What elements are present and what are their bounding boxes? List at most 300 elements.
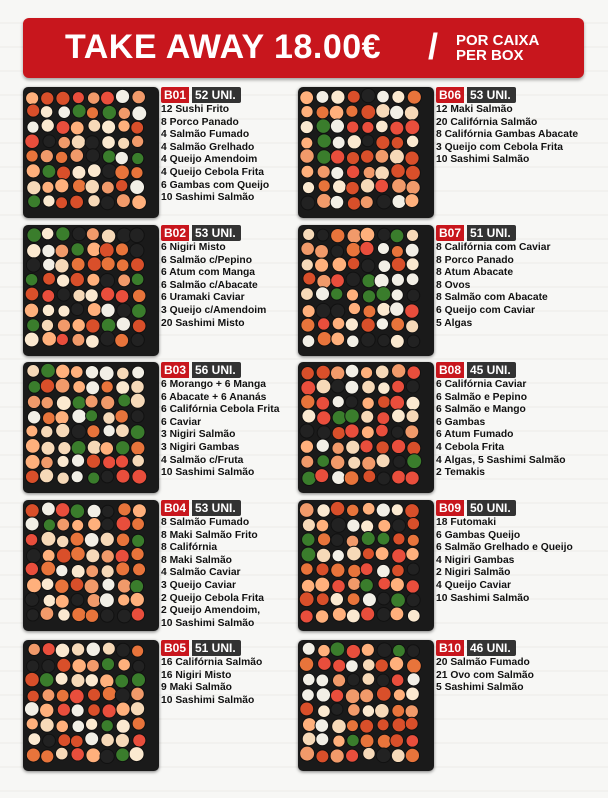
sushi-piece bbox=[116, 194, 130, 208]
sushi-piece bbox=[132, 319, 146, 333]
sushi-piece bbox=[392, 380, 405, 393]
box-header bbox=[436, 640, 576, 656]
sushi-piece bbox=[375, 179, 389, 193]
sushi-piece bbox=[361, 105, 376, 120]
sushi-piece bbox=[87, 92, 99, 104]
sushi-piece bbox=[346, 609, 360, 623]
sushi-piece bbox=[317, 150, 332, 165]
sushi-piece bbox=[391, 164, 406, 179]
sushi-piece bbox=[302, 471, 316, 485]
sushi-piece bbox=[390, 334, 404, 348]
sushi-piece bbox=[391, 245, 403, 257]
sushi-piece bbox=[375, 365, 389, 379]
sushi-tray-image bbox=[298, 225, 434, 356]
sushi-piece bbox=[100, 749, 114, 763]
sushi-piece bbox=[118, 107, 130, 119]
sushi-piece bbox=[300, 610, 313, 623]
sushi-piece bbox=[41, 363, 56, 378]
sushi-tray-image bbox=[298, 640, 434, 771]
sushi-piece bbox=[391, 593, 406, 608]
box-item: 8 Salmão Fumado bbox=[161, 517, 250, 528]
sushi-piece bbox=[392, 704, 405, 717]
box-item: 6 Califórnia Cebola Frita bbox=[161, 404, 280, 416]
sushi-piece bbox=[406, 229, 418, 241]
box-units-badge: 45 UNI. bbox=[467, 362, 516, 378]
box-item: 5 Algas bbox=[436, 317, 473, 329]
sushi-piece bbox=[84, 579, 99, 594]
sushi-piece bbox=[331, 563, 345, 577]
box-item: 8 Salmão com Abacate bbox=[436, 292, 548, 304]
sushi-piece bbox=[316, 303, 331, 318]
box-code-badge: B08 bbox=[436, 362, 464, 378]
sushi-piece bbox=[302, 642, 315, 655]
box-item: 12 Maki Salmão bbox=[436, 104, 513, 115]
sushi-piece bbox=[55, 643, 70, 658]
sushi-piece bbox=[72, 409, 86, 423]
sushi-piece bbox=[347, 504, 359, 516]
sushi-piece bbox=[86, 228, 99, 241]
sushi-piece bbox=[405, 504, 420, 519]
sushi-piece bbox=[302, 689, 315, 702]
sushi-piece bbox=[331, 167, 344, 180]
sushi-piece bbox=[315, 258, 329, 272]
box-item-list bbox=[436, 242, 576, 330]
box-units-badge: 50 UNI. bbox=[467, 500, 516, 516]
sushi-piece bbox=[132, 455, 144, 467]
sushi-piece bbox=[71, 135, 85, 149]
sushi-piece bbox=[100, 273, 115, 288]
sushi-piece bbox=[130, 702, 144, 716]
box-item: 20 Sashimi Misto bbox=[161, 317, 245, 329]
sushi-piece bbox=[360, 241, 374, 255]
sushi-piece bbox=[360, 563, 373, 576]
box-item: 2 Queijo Amendoim, bbox=[161, 605, 261, 617]
sushi-piece bbox=[301, 318, 315, 332]
sushi-piece bbox=[41, 531, 56, 546]
sushi-piece bbox=[56, 197, 68, 209]
sushi-piece bbox=[392, 409, 406, 423]
box-item: 16 Nigiri Misto bbox=[161, 669, 232, 681]
sushi-piece bbox=[362, 380, 376, 394]
sushi-piece bbox=[376, 503, 390, 517]
sushi-piece bbox=[300, 91, 314, 105]
sushi-piece bbox=[132, 90, 146, 104]
sushi-piece bbox=[42, 181, 54, 193]
sushi-piece bbox=[407, 659, 422, 674]
sushi-piece bbox=[299, 657, 313, 671]
sushi-piece bbox=[317, 533, 330, 546]
sushi-piece bbox=[57, 658, 71, 672]
sushi-piece bbox=[56, 120, 70, 134]
sushi-piece bbox=[88, 688, 101, 701]
sushi-piece bbox=[391, 364, 405, 378]
sushi-piece bbox=[331, 703, 343, 715]
sushi-piece bbox=[118, 394, 131, 407]
box-item: 3 Nigiri Gambas bbox=[161, 441, 240, 453]
sushi-piece bbox=[116, 381, 130, 395]
sushi-piece bbox=[87, 504, 101, 518]
sushi-piece bbox=[132, 289, 145, 302]
sushi-piece bbox=[376, 454, 390, 468]
sushi-piece bbox=[86, 549, 100, 563]
sushi-piece bbox=[329, 105, 344, 120]
sushi-piece bbox=[360, 689, 374, 703]
sushi-piece bbox=[103, 150, 116, 163]
sushi-piece bbox=[56, 333, 68, 345]
sushi-piece bbox=[130, 592, 144, 606]
sushi-piece bbox=[132, 645, 144, 657]
sushi-piece bbox=[116, 424, 130, 438]
sushi-piece bbox=[26, 92, 39, 105]
sushi-piece bbox=[377, 719, 389, 731]
sushi-piece bbox=[70, 532, 84, 546]
sushi-piece bbox=[26, 150, 38, 162]
sushi-piece bbox=[330, 501, 344, 515]
box-item-list bbox=[161, 242, 301, 330]
price-banner bbox=[23, 18, 584, 78]
sushi-piece bbox=[131, 441, 145, 455]
sushi-piece bbox=[392, 195, 406, 209]
box-item-list bbox=[436, 104, 579, 167]
sushi-piece bbox=[390, 105, 404, 119]
sushi-piece bbox=[315, 469, 329, 483]
sushi-piece bbox=[101, 91, 115, 105]
sushi-piece bbox=[55, 594, 69, 608]
sushi-piece bbox=[25, 134, 40, 149]
sushi-piece bbox=[407, 90, 421, 104]
sushi-piece bbox=[345, 424, 359, 438]
box-item: 4 Queijo Caviar bbox=[436, 579, 511, 591]
sushi-piece bbox=[102, 704, 116, 718]
sushi-piece bbox=[41, 561, 56, 576]
sushi-piece bbox=[86, 565, 99, 578]
sushi-piece bbox=[87, 302, 101, 316]
sushi-piece bbox=[376, 424, 389, 437]
sushi-piece bbox=[27, 319, 40, 332]
sushi-piece bbox=[406, 180, 420, 194]
sushi-piece bbox=[85, 732, 99, 746]
sushi-piece bbox=[300, 440, 313, 453]
sushi-piece bbox=[25, 562, 38, 575]
sushi-piece bbox=[71, 440, 86, 455]
box-item-list bbox=[161, 657, 301, 707]
sushi-piece bbox=[101, 303, 115, 317]
sushi-piece bbox=[406, 410, 419, 423]
sushi-piece bbox=[70, 272, 84, 286]
menu-box-b02 bbox=[161, 225, 301, 330]
sushi-piece bbox=[317, 332, 331, 346]
sushi-piece bbox=[376, 441, 389, 454]
sushi-piece bbox=[42, 660, 55, 673]
sushi-piece bbox=[318, 705, 331, 718]
sushi-piece bbox=[118, 503, 131, 516]
sushi-piece bbox=[317, 426, 331, 440]
sushi-piece bbox=[346, 165, 359, 178]
menu-box-b06 bbox=[436, 87, 579, 167]
sushi-piece bbox=[405, 120, 420, 135]
box-item: 8 Califórnia Gambas Abacate bbox=[436, 129, 579, 141]
sushi-piece bbox=[302, 732, 316, 746]
sushi-piece bbox=[360, 150, 373, 163]
sushi-piece bbox=[131, 258, 145, 272]
sushi-piece bbox=[118, 120, 130, 132]
sushi-piece bbox=[115, 549, 129, 563]
sushi-piece bbox=[115, 290, 129, 304]
sushi-piece bbox=[43, 195, 55, 207]
box-item: 4 Queijo Amendoim bbox=[161, 154, 258, 166]
sushi-piece bbox=[346, 660, 359, 673]
sushi-piece bbox=[25, 287, 39, 301]
box-item: 8 Porco Panado bbox=[161, 116, 239, 128]
sushi-piece bbox=[42, 689, 55, 702]
sushi-piece bbox=[393, 644, 406, 657]
box-header bbox=[436, 87, 576, 103]
sushi-piece bbox=[87, 257, 101, 271]
sushi-piece bbox=[333, 180, 347, 194]
sushi-piece bbox=[56, 91, 70, 105]
box-item: 6 Salmão Grelhado e Queijo bbox=[436, 542, 573, 554]
sushi-piece bbox=[43, 258, 56, 271]
sushi-piece bbox=[101, 733, 115, 747]
sushi-piece bbox=[116, 317, 130, 331]
sushi-piece bbox=[131, 608, 144, 621]
sushi-piece bbox=[131, 687, 145, 701]
sushi-piece bbox=[406, 735, 419, 748]
sushi-piece bbox=[71, 704, 84, 717]
sushi-piece bbox=[40, 106, 53, 119]
sushi-piece bbox=[391, 749, 405, 763]
sushi-piece bbox=[85, 718, 97, 730]
sushi-piece bbox=[70, 578, 84, 592]
sushi-piece bbox=[57, 166, 71, 180]
box-item: 6 Atum Fumado bbox=[436, 429, 514, 441]
sushi-piece bbox=[346, 152, 359, 165]
sushi-piece bbox=[27, 121, 39, 133]
sushi-piece bbox=[56, 364, 70, 378]
box-code-badge: B05 bbox=[161, 640, 189, 656]
sushi-piece bbox=[41, 750, 54, 763]
box-code-badge: B03 bbox=[161, 362, 189, 378]
sushi-piece bbox=[391, 137, 403, 149]
sushi-piece bbox=[347, 593, 360, 606]
sushi-piece bbox=[72, 92, 84, 104]
menu-box-b10 bbox=[436, 640, 576, 695]
sushi-piece bbox=[28, 380, 41, 393]
sushi-piece bbox=[407, 563, 419, 575]
sushi-piece bbox=[42, 164, 56, 178]
sushi-piece bbox=[25, 534, 37, 546]
sushi-piece bbox=[375, 547, 389, 561]
sushi-piece bbox=[72, 607, 86, 621]
box-item: 6 Uramaki Caviar bbox=[161, 292, 245, 304]
sushi-piece bbox=[392, 90, 405, 103]
sushi-piece bbox=[116, 441, 130, 455]
sushi-piece bbox=[100, 442, 114, 456]
sushi-piece bbox=[73, 289, 86, 302]
sushi-piece bbox=[101, 518, 114, 531]
sushi-piece bbox=[301, 547, 316, 562]
box-item: 6 Queijo com Caviar bbox=[436, 304, 536, 316]
box-units-badge: 51 UNI. bbox=[192, 640, 241, 656]
sushi-piece bbox=[316, 379, 331, 394]
sushi-piece bbox=[102, 120, 116, 134]
box-code-badge: B07 bbox=[436, 225, 464, 241]
sushi-piece bbox=[42, 290, 55, 303]
sushi-piece bbox=[389, 657, 403, 671]
sushi-piece bbox=[40, 379, 54, 393]
box-item: 10 Sashimi Salmão bbox=[436, 154, 530, 166]
sushi-piece bbox=[301, 196, 315, 210]
sushi-piece bbox=[131, 410, 144, 423]
sushi-piece bbox=[333, 659, 346, 672]
sushi-piece bbox=[103, 412, 115, 424]
sushi-piece bbox=[301, 105, 313, 117]
sushi-piece bbox=[41, 119, 54, 132]
box-item: 6 Caviar bbox=[161, 416, 202, 428]
sushi-piece bbox=[405, 165, 420, 180]
sushi-piece bbox=[378, 396, 391, 409]
sushi-piece bbox=[378, 519, 391, 532]
box-item: 6 Abacate + 6 Ananás bbox=[161, 391, 267, 403]
sushi-piece bbox=[42, 244, 55, 257]
sushi-piece bbox=[362, 673, 375, 686]
sushi-piece bbox=[362, 121, 374, 133]
box-item: 6 Salmão e Pepino bbox=[436, 391, 527, 403]
sushi-piece bbox=[377, 412, 390, 425]
box-item: 12 Sushi Frito bbox=[161, 104, 230, 115]
sushi-piece bbox=[377, 90, 390, 103]
sushi-piece bbox=[345, 689, 360, 704]
sushi-piece bbox=[377, 643, 392, 658]
sushi-piece bbox=[347, 519, 360, 532]
sushi-tray-image bbox=[298, 362, 434, 493]
sushi-piece bbox=[300, 746, 315, 761]
sushi-piece bbox=[85, 136, 99, 150]
sushi-piece bbox=[25, 672, 39, 686]
sushi-piece bbox=[40, 149, 53, 162]
sushi-piece bbox=[133, 734, 146, 747]
sushi-piece bbox=[101, 257, 115, 271]
sushi-piece bbox=[407, 534, 419, 546]
sushi-piece bbox=[331, 379, 345, 393]
sushi-piece bbox=[360, 227, 375, 242]
sushi-piece bbox=[362, 290, 375, 303]
sushi-piece bbox=[70, 149, 84, 163]
sushi-piece bbox=[330, 119, 344, 133]
box-item: 4 Salmão c/Fruta bbox=[161, 454, 244, 466]
sushi-piece bbox=[346, 272, 360, 286]
sushi-piece bbox=[316, 91, 329, 104]
sushi-piece bbox=[303, 228, 315, 240]
sushi-piece bbox=[132, 469, 147, 484]
sushi-piece bbox=[363, 470, 376, 483]
sushi-tray-image bbox=[23, 87, 159, 218]
sushi-piece bbox=[102, 505, 114, 517]
sushi-piece bbox=[316, 750, 329, 763]
sushi-piece bbox=[376, 120, 389, 133]
sushi-piece bbox=[376, 287, 391, 302]
sushi-piece bbox=[315, 245, 329, 259]
sushi-piece bbox=[407, 517, 419, 529]
box-item-list bbox=[436, 379, 576, 480]
sushi-piece bbox=[115, 688, 130, 703]
sushi-piece bbox=[331, 90, 345, 104]
sushi-piece bbox=[302, 409, 316, 423]
box-item: 3 Queijo c/Amendoim bbox=[161, 304, 267, 316]
sushi-piece bbox=[116, 179, 128, 191]
sushi-piece bbox=[26, 718, 38, 730]
box-units-badge: 53 UNI. bbox=[192, 500, 241, 516]
sushi-piece bbox=[345, 396, 357, 408]
sushi-piece bbox=[331, 304, 345, 318]
sushi-piece bbox=[361, 410, 374, 423]
sushi-piece bbox=[390, 395, 405, 410]
sushi-piece bbox=[72, 179, 86, 193]
sushi-piece bbox=[131, 135, 143, 147]
sushi-piece bbox=[131, 380, 144, 393]
box-item: 20 Califórnia Salmão bbox=[436, 116, 538, 128]
box-item: 8 Atum Abacate bbox=[436, 267, 514, 279]
sushi-piece bbox=[102, 136, 116, 150]
sushi-piece bbox=[55, 747, 68, 760]
sushi-piece bbox=[318, 657, 332, 671]
sushi-piece bbox=[390, 578, 404, 592]
sushi-tray-image bbox=[23, 500, 159, 631]
sushi-piece bbox=[84, 533, 99, 548]
sushi-piece bbox=[361, 333, 375, 347]
sushi-piece bbox=[404, 106, 419, 121]
sushi-piece bbox=[407, 441, 421, 455]
sushi-piece bbox=[345, 318, 358, 331]
sushi-piece bbox=[71, 546, 86, 561]
sushi-piece bbox=[87, 425, 100, 438]
sushi-piece bbox=[25, 593, 39, 607]
sushi-piece bbox=[347, 257, 359, 269]
sushi-piece bbox=[301, 137, 313, 149]
sushi-piece bbox=[88, 119, 101, 132]
sushi-piece bbox=[87, 273, 100, 286]
sushi-piece bbox=[345, 380, 359, 394]
box-item: 9 Maki Salmão bbox=[161, 682, 232, 694]
sushi-piece bbox=[317, 504, 330, 517]
sushi-piece bbox=[377, 194, 391, 208]
sushi-piece bbox=[346, 289, 358, 301]
sushi-piece bbox=[360, 196, 373, 209]
sushi-tray-image bbox=[298, 87, 434, 218]
sushi-piece bbox=[361, 318, 375, 332]
sushi-piece bbox=[72, 659, 86, 673]
sushi-piece bbox=[348, 302, 360, 314]
sushi-piece bbox=[131, 273, 144, 286]
sushi-piece bbox=[27, 104, 40, 117]
sushi-piece bbox=[361, 607, 375, 621]
sushi-piece bbox=[332, 136, 345, 149]
sushi-piece bbox=[28, 733, 41, 746]
sushi-piece bbox=[393, 533, 405, 545]
sushi-piece bbox=[378, 228, 391, 241]
sushi-piece bbox=[407, 289, 420, 302]
box-item: 10 Sashimi Salmão bbox=[161, 467, 255, 479]
sushi-piece bbox=[374, 273, 389, 288]
sushi-piece bbox=[300, 149, 314, 163]
sushi-piece bbox=[344, 471, 359, 486]
sushi-piece bbox=[331, 332, 345, 346]
sushi-piece bbox=[361, 520, 374, 533]
sushi-piece bbox=[55, 244, 69, 258]
sushi-piece bbox=[331, 274, 345, 288]
sushi-piece bbox=[70, 121, 84, 135]
sushi-piece bbox=[41, 426, 53, 438]
